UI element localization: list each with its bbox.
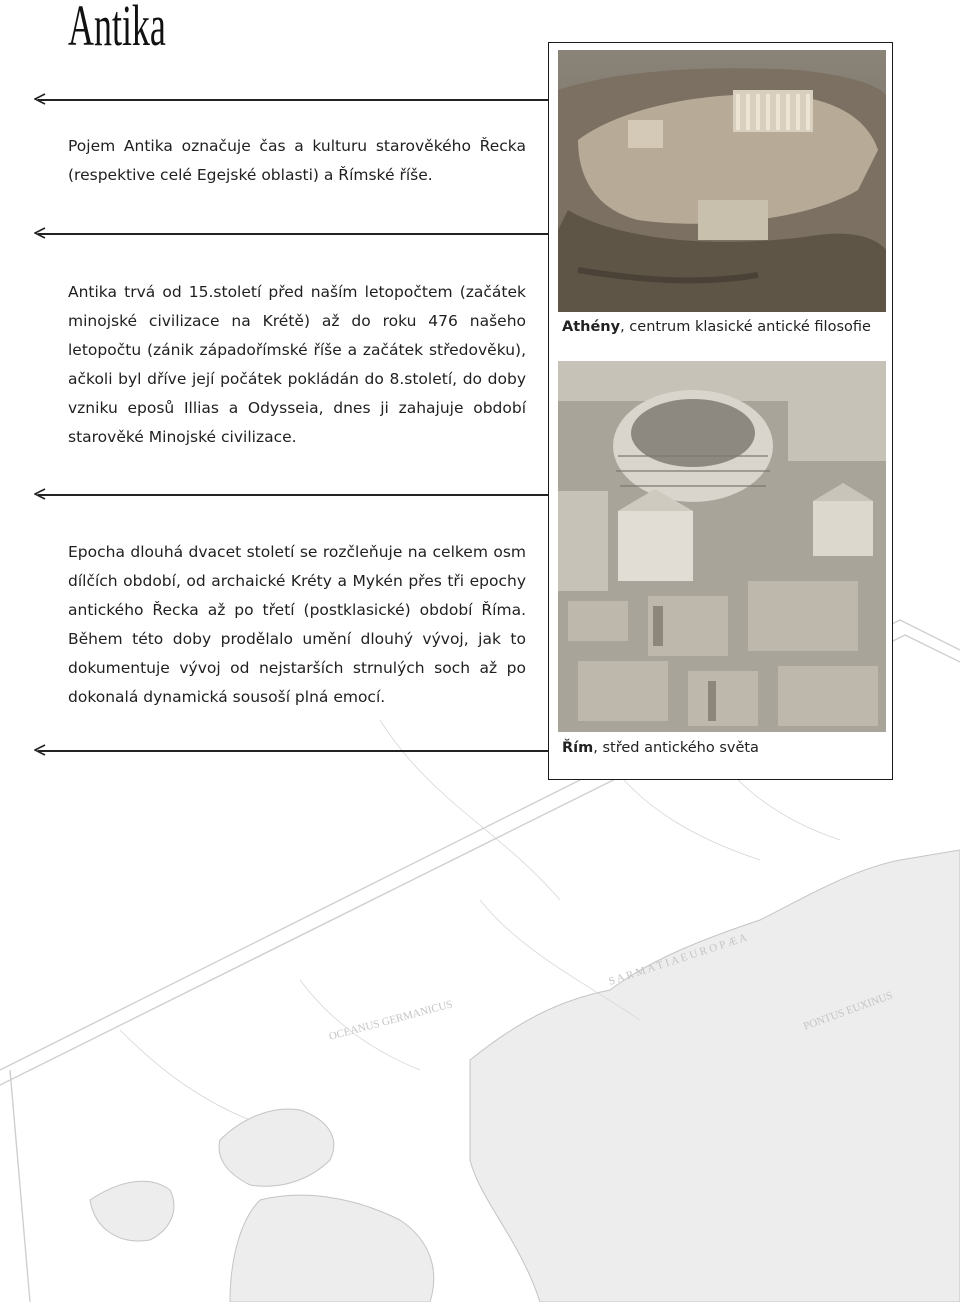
athens-caption — [562, 319, 871, 335]
arrow-divider — [34, 227, 549, 241]
svg-text:S A R M A T I A E U R O P Æ: S A R M A T I A E U R O P Æ A — [607, 931, 749, 988]
arrow-divider — [34, 488, 549, 502]
athens-caption-title: Athény — [562, 319, 621, 335]
page-title: Antika — [68, 0, 166, 58]
arrow-left-icon — [34, 488, 46, 500]
rome-model-photo — [558, 361, 886, 732]
rome-caption — [562, 740, 759, 756]
paragraph-duration: Antika trvá od 15.století před naším letopočtem (začátek minojské civilizace na Krétě) až do roku 476 našeho letopočtu (zánik západořímské říše a začátek středověku), ačkoli byl dříve její počátek pokládán do 8.století, do doby vzniku eposů Illias a Odysseia, dnes ji zahajuje období starověké Minojské civilizace. — [68, 283, 526, 446]
svg-text:PONTUS EUXINUS: PONTUS EUXINUS — [801, 989, 895, 1033]
arrow-divider — [34, 744, 549, 758]
paragraph-definition: Pojem Antika označuje čas a kulturu starověkého Řecka (respektive celé Egejské oblasti) a Římské říše. — [68, 137, 526, 184]
athens-caption-text: , centrum klasické antické filosofie — [620, 319, 871, 335]
rome-caption-title: Řím — [562, 740, 594, 756]
arrow-left-icon — [34, 93, 46, 105]
arrow-divider — [34, 93, 549, 107]
arrow-left-icon — [34, 227, 46, 239]
paragraph-periods: Epocha dlouhá dvacet století se rozčleňuje na celkem osm dílčích období, od archaické Kréty a Mykén přes tři epochy antického Řecka až po třetí (postklasické) období Říma. Během této doby prodělalo umění dlouhý vývoj, jak to dokumentuje vývoj od nejstarších strnulých soch až po dokonalá dynamická sousoší plná emocí. — [68, 543, 526, 706]
athens-acropolis-photo — [558, 50, 886, 312]
arrow-left-icon — [34, 744, 46, 756]
rome-caption-text: , střed antického světa — [593, 740, 759, 756]
svg-text:OCEANUS GERMANICUS: OCEANUS GERMANICUS — [327, 998, 454, 1043]
